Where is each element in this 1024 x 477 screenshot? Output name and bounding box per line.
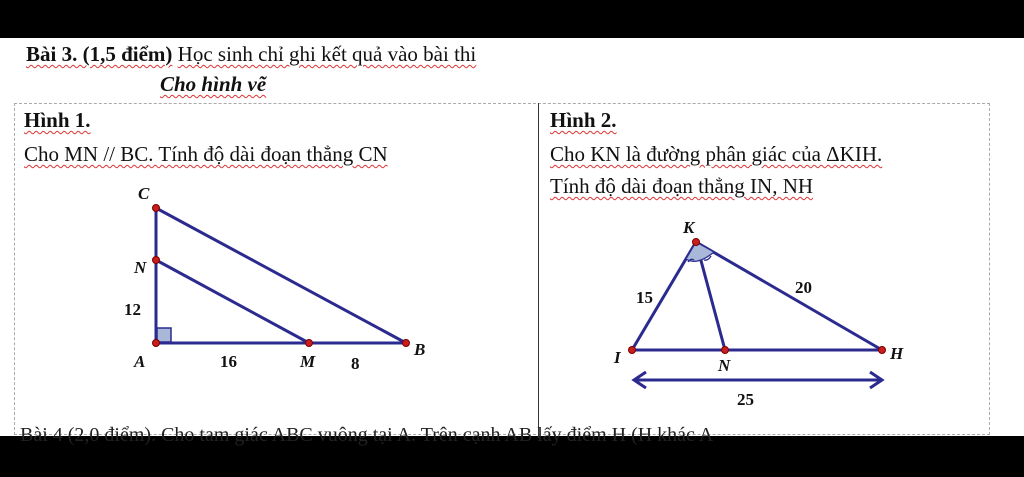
segment-NM	[156, 260, 309, 343]
point-A	[153, 340, 160, 347]
next-problem-cut-text	[20, 424, 1000, 446]
label-N-fig2: N	[718, 356, 731, 375]
length-AN: 12	[124, 300, 141, 319]
point-K	[693, 239, 700, 246]
label-B: B	[414, 340, 426, 359]
figure2-heading: Hình 2.	[550, 108, 617, 132]
label-N: N	[134, 258, 147, 277]
right-angle-mark	[157, 328, 171, 342]
problem-instruction: Học sinh chỉ ghi kết quả vào bài thi	[177, 42, 477, 66]
label-A: A	[134, 352, 146, 371]
segment-KH	[696, 242, 882, 350]
length-KH: 20	[795, 278, 812, 297]
next-problem-text: Bài 4 (2,0 điểm). Cho tam giác ABC vuông tại A. Trên cạnh AB lấy điểm H (H khác A	[20, 424, 714, 446]
label-K: K	[683, 218, 695, 237]
figure2-text-line1: Cho KN là đường phân giác của ΔKIH.	[550, 142, 883, 166]
length-MB: 8	[351, 354, 360, 373]
length-IH: 25	[737, 390, 754, 409]
point-C	[153, 205, 160, 212]
point-N	[153, 257, 160, 264]
figure1-heading: Hình 1.	[24, 108, 91, 132]
length-KI: 15	[636, 288, 653, 307]
point-H	[879, 347, 886, 354]
point-M	[306, 340, 313, 347]
label-M: M	[300, 352, 316, 371]
figure1-text: Cho MN // BC. Tính độ dài đoạn thẳng CN	[24, 142, 388, 166]
figure1-diagram	[0, 38, 1024, 436]
label-H: H	[890, 344, 904, 363]
figure2-text-line2: Tính độ dài đoạn thẳng IN, NH	[550, 174, 814, 198]
problem-label: Bài 3. (1,5 điểm)	[26, 42, 173, 66]
segment-CB	[156, 208, 406, 343]
point-N2	[722, 347, 729, 354]
label-I: I	[614, 348, 621, 367]
label-C: C	[138, 184, 150, 203]
problem-subtitle: Cho hình vẽ	[160, 72, 267, 96]
document-page	[0, 38, 1024, 446]
length-AM: 16	[220, 352, 237, 371]
point-B	[403, 340, 410, 347]
point-I	[629, 347, 636, 354]
